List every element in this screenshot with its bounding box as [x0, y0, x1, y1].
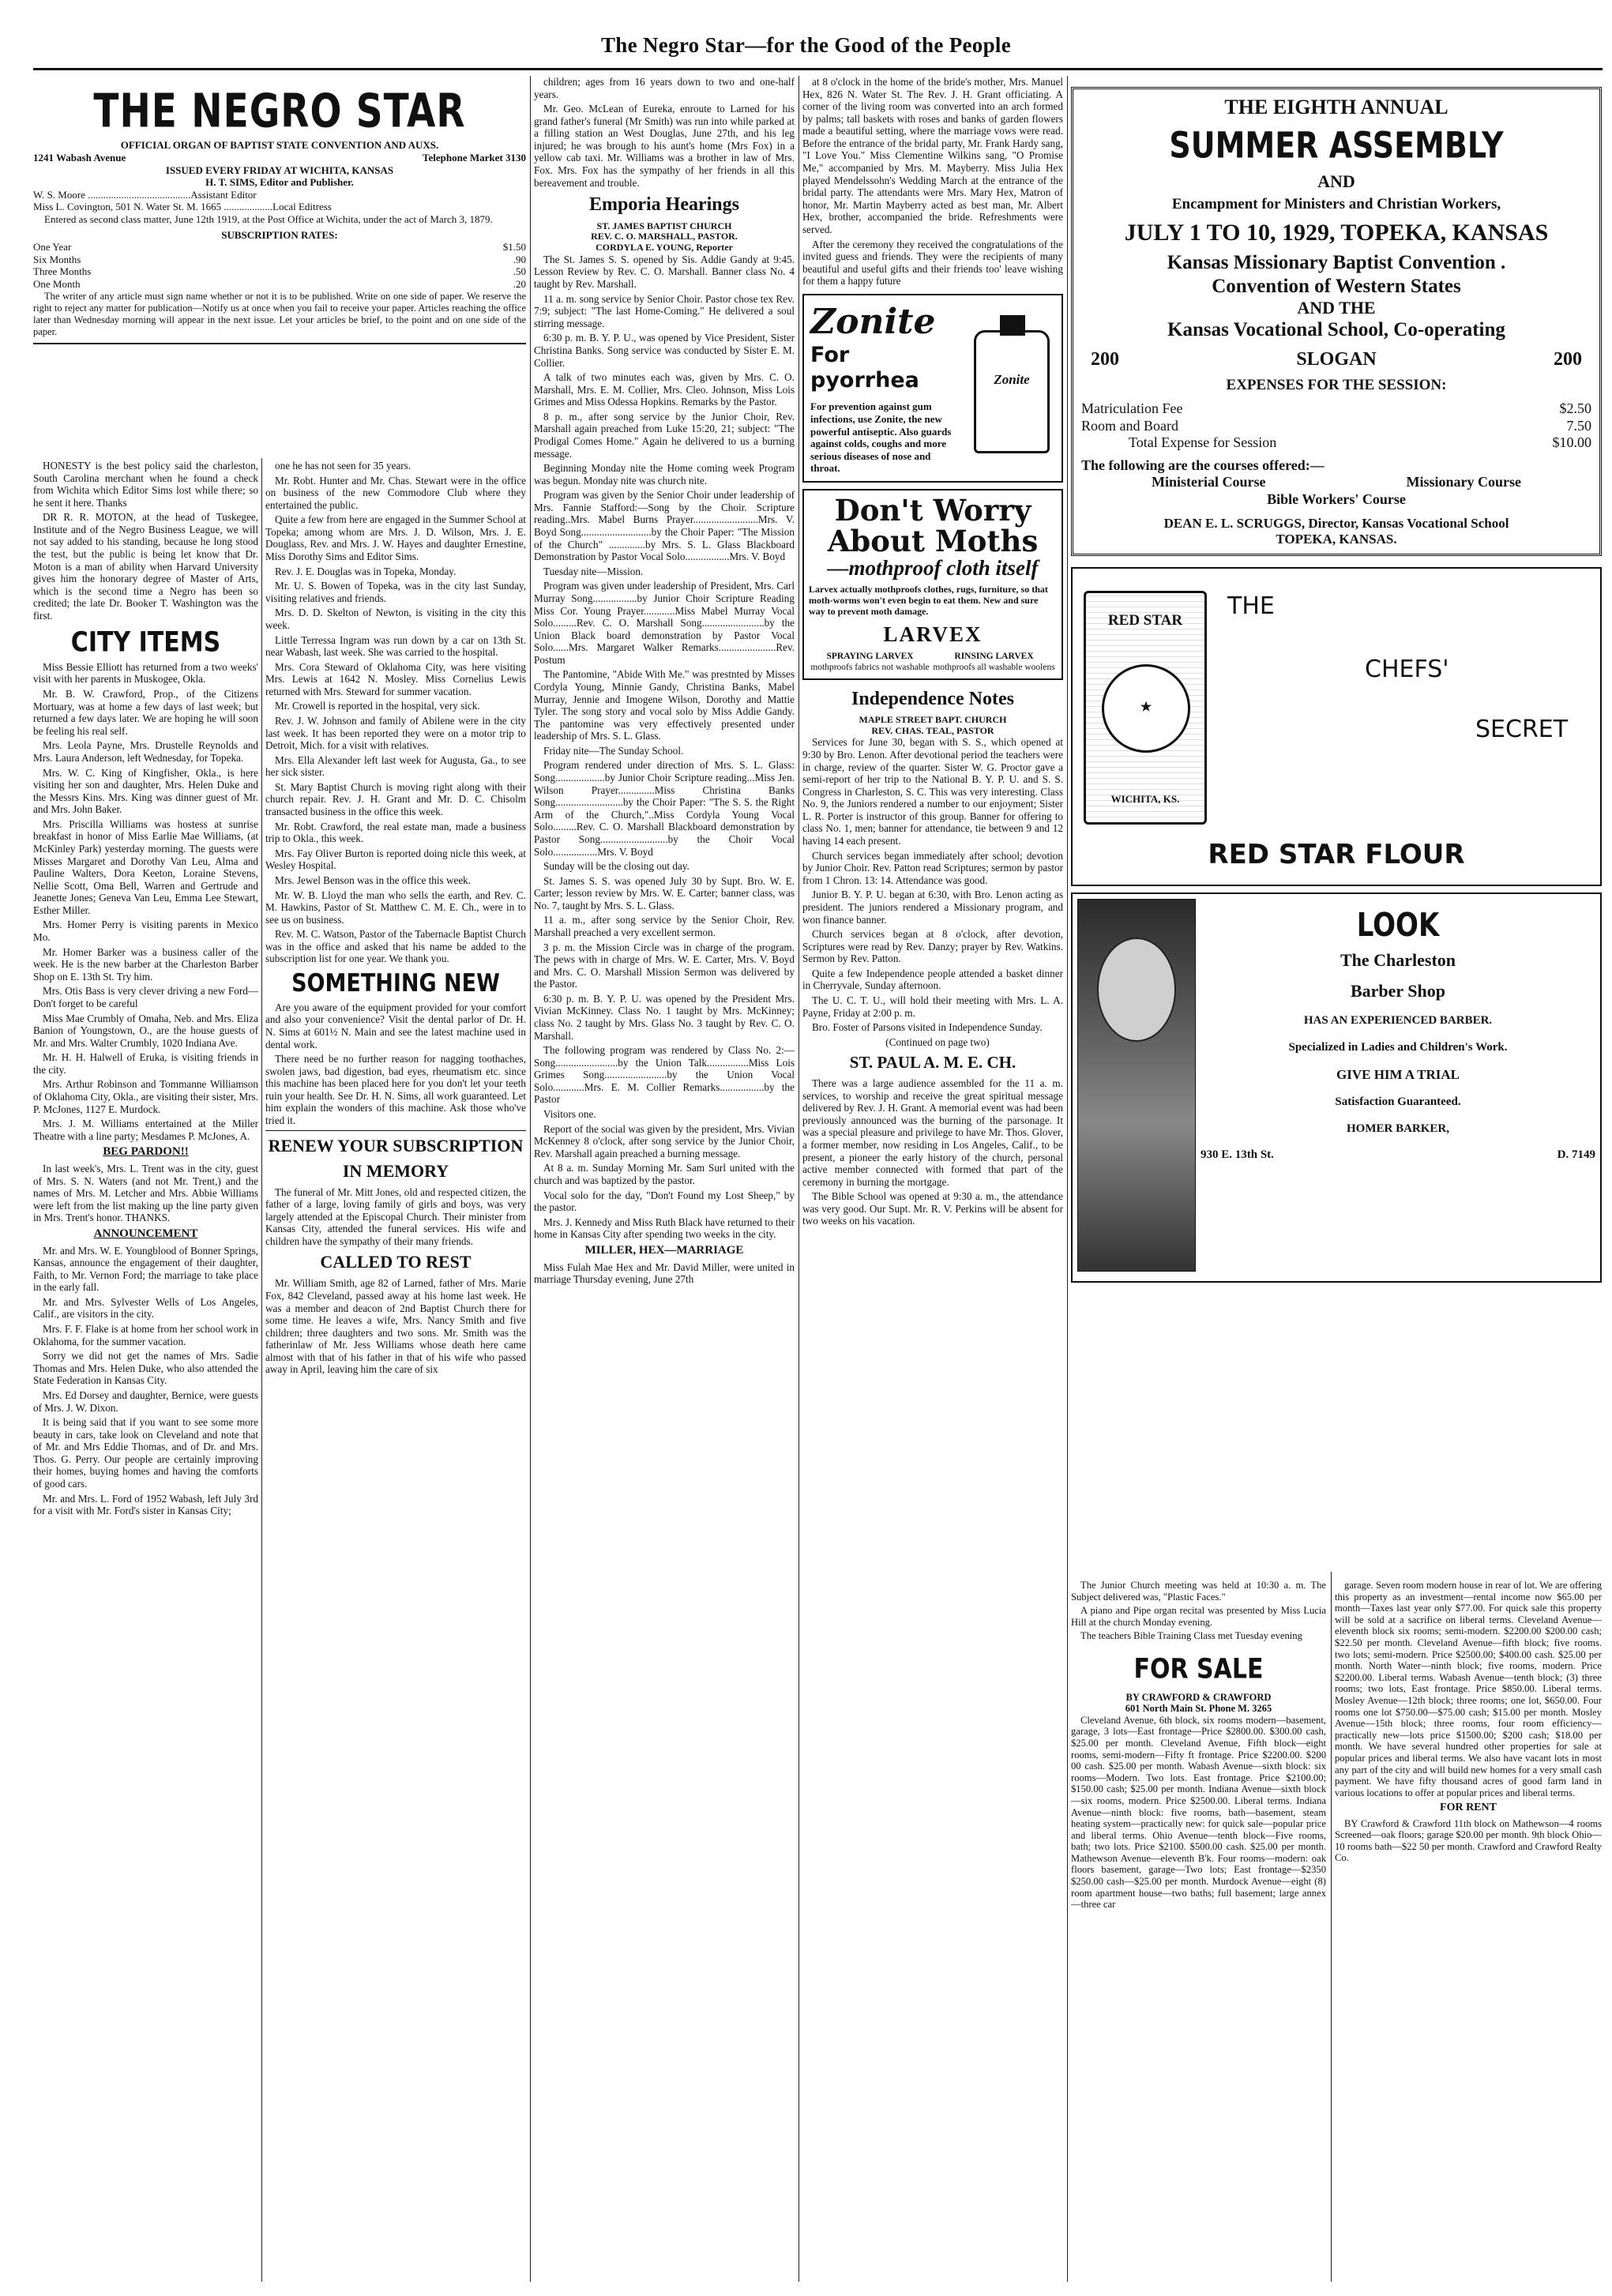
news-item: Mr. W. B. Lloyd the man who sells the earth, and Rev. C. M. Hawkins, Pastor of St. Matthew C. M. E. Ch., were in to see us on business. — [265, 889, 526, 926]
for-rent-heading: FOR RENT — [1440, 1802, 1497, 1814]
rate-row — [33, 278, 526, 291]
something-new-text: There need be no further reason for nagging toothaches, swolen jaws, bad digestion, bad eyes, rheumatism etc. since this machine has been placed here for you don't let your teeth ruin your health. See Dr. H. N. Sims, all work guaranteed. Let him explain the wonders of this machine. Ask those who've tried it. — [265, 1053, 526, 1127]
city-item: Mrs. Homer Perry is visiting parents in Mexico Mo. — [33, 919, 258, 944]
emporia-item: The Pantomine, "Abide With Me." was prestnted by Misses Cordyla Young, Minnie Gandy, Christina Banks, Mabel Murray, Jennie and Imogene Wilson, Dorothy and Mattie Tyler. The song story and vocal solo by Miss Addie Gandy. The pantomine was very effectively presented under leadership of Mrs. S. L. Glass. — [534, 668, 795, 742]
summer-line-9: Kansas Vocational School, Co-operating — [1167, 319, 1505, 341]
top-rule — [33, 68, 1603, 70]
rate-label: Three Months — [33, 265, 92, 278]
news-item: Quite a few from here are engaged in the Summer School at Topeka; among whom are Mrs. J. D. Wilson, Mrs. J. E. Douglass, Rev. and Mrs. J. W. Hayes and daughter Ernestine, Miss Dorothy Sims and Editor Sims. — [265, 513, 526, 563]
summer-line-6: Kansas Missionary Baptist Convention . — [1167, 252, 1506, 274]
course-item: Missionary Course — [1406, 474, 1521, 490]
st-paul-item: The Bible School was opened at 9:30 a. m., the attendance was very good. Our Supt. Mr. R. V. Perkins will be absent for two weeks on his vacation. — [802, 1190, 1063, 1227]
course-row — [1081, 474, 1591, 490]
spraying-title: SPRAYING LARVEX — [826, 652, 914, 662]
in-memory-heading: IN MEMORY — [342, 1160, 449, 1181]
something-new-heading: SOMETHING NEW — [291, 969, 500, 998]
summer-line-1: THE EIGHTH ANNUAL — [1224, 96, 1449, 118]
announcement-item: Mrs. Ed Dorsey and daughter, Bernice, were guests of Mrs. J. W. Dixon. — [33, 1388, 258, 1414]
moton-item: DR R. R. MOTON, at the head of Tuskegee, Institute and of the Negro Business League, we will not say added to his standing, because he long stood the test, but the public is being let know that Dr. Moton is a man of ability when Harvard University gives him the honorary degree of Master of Arts, which is the second time a Negro has been so credited; the late Dr. Booker T. Washington was the first. — [33, 511, 258, 622]
emporia-item: 6:30 p. m. B. Y. P. U., was opened by Vice President, Sister Christina Banks. Song service was conducted by Sister E. M. Collier. — [534, 332, 795, 369]
masthead — [33, 76, 526, 349]
summer-line-4: Encampment for Ministers and Christian Workers, — [1171, 196, 1501, 213]
honesty-item: HONESTY is the best policy said the charleston, South Carolina merchant when he found a check from Wichita which Editor Sims lost while there; so he sent it here. Thanks — [33, 460, 258, 509]
announcement-item: Mrs. F. F. Flake is at home from her school work in Oklahoma, for the summer vacation. — [33, 1323, 258, 1347]
something-new-text: Are you aware of the equipment provided for your comfort and also your convenience? Visit the dental parlor of Dr. H. N. Sims at 601½ N. Main and see the latest machine used in dental work. — [265, 1001, 526, 1050]
entered-note: Entered as second class matter, June 12th 1919, at the Post Office at Wichita, under the act of March 3, 1879. — [44, 212, 493, 225]
sale-listings-cont: garage. Seven room modern house in rear of lot. We are offering this property as an investment—rental income now $65.00 per month—Taxes last year only $77.00. For quick sale this property will be sold at a sacrifice on liberal terms. Cleveland Avenue—eleventh block six rooms; semi-modern. $2200.00 $200.00 cash; $22.50 per month. Cleveland Avenue—fifth block; five rooms. two lots; semi-modern. Price $2500.00; $400.00 cash. $25.00 per month. North Water—ninth block; five rooms, modern. Price $2200.00. Liberal terms. Wabash Avenue—tenth block; (3) three rooms; two lots, East frontage. Price $850.00. Liberal terms. Mosley Avenue—12th block; three rooms; one lot, $650.00. Four rooms one lot $750.00—$75.00 cash; $15.00 per month. Mosley Avenue—15th block; three rooms, four room efficiency—practically new—lots price $1500.00; $200 cash; $18.00 per month. We have several hundred other properties for sale at popular prices and liberal terms. We also have vacant lots in most any part of the city and will build new homes for a very small cash payment. We have fifty thousand acres of good farm land in various locations to offer at popular prices and liberal terms. — [1335, 1580, 1602, 1798]
independence-item: Church services began immediately after school; devotion by Junior Choir. Rev. Patton read Scriptures; sermon by pastor from 1 Chron. 13: 14. Attendance was good. — [802, 849, 1063, 886]
fee-label: Total Expense for Session — [1129, 434, 1277, 450]
larvex-variants — [809, 652, 1057, 673]
fee-row — [1081, 400, 1591, 417]
city-item: Mrs. Priscilla Williams was hostess at sunrise breakfast in honor of Miss Earlie Mae Williams, (at McKinley Park) yesterday morning. The guests were Misses Margaret and Dorothy Van Leu, Alma and Pauline Walters, Dora Keeton, Loraine Stevens, Nellie Scott, Oma Bell, Warren and Gertrude and Jeanette Jones; Geneva Van Leu, Emma Lee Stewart, Esther Miller. — [33, 817, 258, 916]
look-heading: LOOK — [1356, 906, 1440, 945]
assistant-editor: W. S. Moore ........................................Assistant Editor — [33, 188, 257, 201]
summer-line-7: Convention of Western States — [1212, 275, 1461, 297]
independence-heading: Independence Notes — [851, 688, 1014, 709]
phone: Telephone Market 3130 — [423, 151, 526, 163]
independence-subheading: MAPLE STREET BAPT. CHURCH REV. CHAS. TEAL, PASTOR — [859, 713, 1007, 736]
star-emblem-icon: ★ — [1102, 664, 1190, 753]
barber-text — [1201, 902, 1595, 1163]
news-item: Mr. Robt. Crawford, the real estate man, made a business trip to Okla., this week. — [265, 820, 526, 845]
emporia-item: 8 p. m., after song service by the Junior Choir, Rev. Marshall again preached from Luke 15:20, 21; subject: "The Prodigal Comes Home." Again he delivered to us a burning message. — [534, 410, 795, 460]
portrait-icon — [1097, 938, 1176, 1042]
writer-notice: The writer of any article must sign name whether or not it is to be published. Write on one side of paper. We reserve the right to reject any matter for publication—Notify us at once when you fail to receive your paper. Articles reaching the office later than Wednesday morning will appear in the next issue. Let your articles be brief, to the point and on one side of the paper. — [33, 290, 526, 337]
realty-firm: BY CRAWFORD & CRAWFORD 601 North Main St. Phone M. 3265 — [1125, 1691, 1272, 1715]
zonite-bottle-icon — [974, 330, 1050, 453]
fee-price: 7.50 — [1566, 417, 1591, 434]
city-item: Mrs. Leola Payne, Mrs. Drustelle Reynolds and Mrs. Laura Anderson, left Wednesday, for Topeka. — [33, 739, 258, 764]
rent-listings: BY Crawford & Crawford 11th block on Mathewson—4 rooms Screened—oak floors; garage $20.00 per month. 9th block Ohio—10 rooms bath—$22 50 per month. Crawford and Crawford Realty Co. — [1335, 1817, 1602, 1864]
city-item: Miss Mae Crumbly of Omaha, Neb. and Mrs. Eliza Banion of Youngstown, O., are the house guests of Mr. and Mrs. Walter Crumbly, 1020 Indiana Ave. — [33, 1012, 258, 1049]
local-editress: Miss L. Covington, 501 N. Water St. M. 1665 ...................Local Editress — [33, 201, 332, 213]
shop-phone: D. 7149 — [1557, 1148, 1595, 1162]
course-item: Ministerial Course — [1152, 474, 1266, 490]
address-line — [33, 152, 526, 164]
slogan-right: 200 — [1553, 348, 1582, 370]
beg-pardon-heading: BEG PARDON!! — [103, 1145, 189, 1159]
rate-price: .20 — [513, 277, 526, 290]
independence-item: Junior B. Y. P. U. began at 6:30, with Bro. Lenon acting as president. The juniors rendered a Missionary program, and won finance banner. — [802, 889, 1063, 926]
column-3 — [534, 76, 795, 2292]
official-organ: OFFICIAL ORGAN OF BAPTIST STATE CONVENTION AND AUXS. — [120, 139, 439, 152]
in-memory-text: The funeral of Mr. Mitt Jones, old and respected citizen, the father of a large, loving family of girls and boys, was very largely attended at the Episcopal Church. Their minister from Kansas City, attended the funeral services. His wife and children have the sympathy of their many friends. — [265, 1186, 526, 1247]
owner-line: HOMER BARKER, — [1346, 1122, 1449, 1135]
news-item: St. Mary Baptist Church is moving right along with their church repair. Rev. J. H. Grant and Mr. D. C. Chisolm transacted business in the office this week. — [265, 780, 526, 818]
summer-line-2: SUMMER ASSEMBLY — [1169, 124, 1504, 166]
address-line — [1201, 1148, 1595, 1163]
beg-pardon-text: In last week's, Mrs. L. Trent was in the city, guest of Mrs. S. N. Waters (and not Mr. Trent,) and the names of Mrs. M. Letcher and Mrs. Abbie Williams were left from the list making up the line party given in Mrs. Trent's honor. THANKS. — [33, 1162, 258, 1224]
rate-row — [33, 241, 526, 254]
flour-sack-icon — [1084, 591, 1207, 825]
rate-row — [33, 254, 526, 266]
emporia-subheading: ST. JAMES BAPTIST CHURCH REV. C. O. MARSHALL, PASTOR. CORDYLA E. YOUNG, Reporter — [591, 220, 738, 254]
emporia-item: Friday nite—The Sunday School. — [543, 744, 684, 757]
slogan: SLOGAN — [1296, 348, 1377, 370]
column-5-lower — [1071, 1580, 1326, 2283]
summer-line-8: AND THE — [1297, 298, 1376, 318]
fee-row — [1081, 418, 1591, 434]
address: 1241 Wabash Avenue — [33, 151, 126, 163]
announcement-item: Mr. and Mrs. Sylvester Wells of Los Angeles, Calif., are visitors in the city. — [33, 1295, 258, 1321]
fee-label: Matriculation Fee — [1081, 400, 1183, 417]
shop-name-1: The Charleston — [1340, 950, 1456, 971]
emporia-item: 11 a. m. song service by Senior Choir. Pastor chose tex Rev. 7:9; subject: "The last Home-Coming." He delivered a soul stirring message. — [534, 292, 795, 329]
rate-price: $1.50 — [502, 241, 526, 254]
courses-heading: The following are the courses offered:— — [1081, 457, 1325, 474]
editor-line: H. T. SIMS, Editor and Publisher. — [205, 176, 354, 189]
zonite-body: For prevention against gum infections, use Zonite, the new powerful antiseptic. Also guards against colds, coughs and more serious diseases of nose and throat. — [810, 400, 952, 475]
emporia-item: 11 a. m., after song service by the Senior Choir, Rev. Marshall preached a very excellent sermon. — [534, 914, 795, 938]
news-item: Rev. M. C. Watson, Pastor of the Tabernacle Baptist Church was in the office and asked that his name be added to the subscription list for one year. We thank you. — [265, 928, 526, 965]
city-item: Mr. H. H. Halwell of Eruka, is visiting friends in the city. — [33, 1051, 258, 1076]
city-item: Mrs. Otis Bass is very clever driving a new Ford—Don't forget to be careful — [33, 985, 258, 1009]
zonite-brand: Zonite — [810, 301, 936, 342]
news-item: Mr. Robt. Hunter and Mr. Chas. Stewart were in the office on business of the new Commodore Club where they entertained the public. — [265, 474, 526, 511]
zonite-ad — [802, 294, 1063, 483]
subscription-heading: SUBSCRIPTION RATES: — [221, 228, 338, 241]
emporia-item: Report of the social was given by the president, Mrs. Vivian McKenney 8 o'clock, after song service by the Junior Choir, Rev. Marshall again preached a burning message. — [534, 1122, 795, 1159]
rinsing-title: RINSING LARVEX — [954, 652, 1034, 662]
course-item: Bible Workers' Course — [1267, 490, 1406, 507]
larvex-ad — [802, 489, 1063, 679]
column-rule — [1067, 76, 1068, 2282]
paper-title: THE NEGRO STAR — [93, 84, 466, 139]
moths-subtitle: —mothproof cloth itself — [827, 555, 1039, 580]
independence-item: Services for June 30, began with S. S., which opened at 9:30 by Bro. Lenon. After devotional period the teachers were in charge, review of the quarter. Sister W. G. Proctor gave a semi-report of her trip to the National B. Y. P. U. and S. S. Congress in Charleston, S. C. This was very interesting. Class No. 9, the Juniors rendered a number to our enjoyment; Sister L. R. Porter is instructor of this group. Banner for offering to class No. 1, men; banner for attendance, tie between 9 and 12 having 14 each present. — [802, 736, 1063, 847]
independence-item: Church services began at 8 o'clock, after devotion, Scriptures were read by Rev. Danzy; prayer by Rev. Watkins. Sermon by Rev. Patton. — [802, 928, 1063, 965]
column-2 — [265, 460, 526, 2292]
emporia-item: Tuesday nite—Mission. — [543, 565, 644, 577]
emporia-item: Program rendered under direction of Mrs. S. L. Glass: Song...................by Junior Choir Scripture reading...Miss Jen. Wilson Prayer..............Miss Christina Banks Song..........................by the Choir Paper: "The S. S. the Right Arm of the Church,"..Miss Cordyla Young Vocal Solo.........Rev. C. O. Marshall Blackboard demonstration by Pastor Song..........................by the Choir Vocal Solo.................Mrs. V. Boyd — [534, 759, 795, 858]
city-item: Mr. Homer Barker was a business caller of the week. He is the new barber at the Charleston Barber Shop on E. 13th St. Try him. — [33, 945, 258, 983]
fee-price: $2.50 — [1559, 400, 1591, 417]
rinsing-body: mothproofs all washable woolens — [933, 662, 1055, 672]
running-head: The Negro Star—for the Good of the People — [601, 33, 1011, 57]
news-item: children; ages from 16 years down to two and one-half years. — [534, 76, 795, 100]
emporia-item: The following program was rendered by Class No. 2:— Song........................by the Union Talk................Miss Lois Grimes Song........................by the Union Vocal Solo............Mrs. E. M. Collier Remarks.................by the Pastor — [534, 1044, 795, 1106]
summer-line-3: AND — [1317, 171, 1355, 191]
announcement-item: It is being said that if you want to see some more beauty in cars, take look on Cleveland and note that of Mr. and Mrs Eddie Thomas, and of Dr. and Mrs. Thos. G. Perry. Our people are certainly improving their homes, buying homes and having the comforts of good cars. — [33, 1416, 258, 1490]
independence-item: Bro. Foster of Parsons visited in Independence Sunday. — [812, 1021, 1043, 1034]
church-item: The teachers Bible Training Class met Tuesday evening — [1080, 1630, 1302, 1642]
masthead-rule — [33, 343, 526, 344]
bottle-label: Zonite — [994, 371, 1030, 387]
emporia-item: Beginning Monday nite the Home coming week Program was begun. Monday nite was church nite. — [534, 462, 795, 487]
red-star-flour-ad — [1071, 567, 1602, 886]
miller-hex-text: Miss Fulah Mae Hex and Mr. David Miller, were united in marriage Thursday evening, June 27th — [534, 1261, 795, 1286]
church-item: The Junior Church meeting was held at 10:30 a. m. The Subject delivered was, "Plastic Faces." — [1071, 1580, 1326, 1603]
column-1 — [33, 460, 258, 2292]
spraying-body: mothproofs fabrics not washable — [810, 662, 930, 672]
zonite-tagline: For pyorrhea — [810, 342, 919, 393]
church-item: A piano and Pipe organ recital was presented by Miss Lucia Hill at the church Monday evening. — [1071, 1605, 1326, 1628]
news-item: Mrs. Cora Steward of Oklahoma City, was here visiting Mrs. Lewis at 1642 N. Mosley. Miss Cornelius Lewis returned with Mrs. Steward for summer vacation. — [265, 660, 526, 697]
emporia-item: St. James S. S. was opened July 30 by Supt. Bro. W. E. Carter; lesson review by Mrs. W. E. Carter; banner class, was No. 7, taught by Mrs. S. L. Glass. — [534, 874, 795, 911]
subscription-rates — [33, 241, 526, 290]
announcement-heading: ANNOUNCEMENT — [93, 1227, 198, 1240]
column-4 — [802, 76, 1063, 2292]
city-item: Mr. B. W. Crawford, Prop., of the Citizens Mortuary, was at home a few days of last week; but returned a few days later. We are hoping he will soon be feeling his real self. — [33, 688, 258, 737]
shop-name-2: Barber Shop — [1350, 980, 1445, 1001]
fee-row — [1081, 434, 1591, 451]
continued-note: (Continued on page two) — [885, 1035, 990, 1048]
satisfaction-line: Satisfaction Guaranteed. — [1335, 1095, 1461, 1109]
emporia-item: Program was given under leadership of President, Mrs. Carl Murray Song.................by Junior Choir Scripture Reading Miss Cor. Young Prayer............Miss Mabel Murray Vocal Solo.........Rev. C. O. Marshall Song........................by the Union Black board demonstration by Pastor Vocal Solo......Mrs. Margaret Walker Remarks......................Rev. Postum — [534, 580, 795, 666]
flour-word-1: THE — [1227, 592, 1275, 620]
news-item: Rev. J. E. Douglas was in Topeka, Monday. — [275, 565, 457, 577]
for-sale-heading: FOR SALE — [1133, 1653, 1264, 1685]
emporia-item: At 8 a. m. Sunday Morning Mr. Sam Surl united with the church and was baptized by the pastor. — [534, 1162, 795, 1186]
news-item: Mrs. Ella Alexander left last week for Augusta, Ga., to see her sick sister. — [265, 753, 526, 779]
wedding-text: at 8 o'clock in the home of the bride's mother, Mrs. Manuel Hex, 826 N. Water St. The Rev. J. H. Grant officiating. A corner of the living room was converted into an arch formed by palms; tall baskets with roses and banks of garden flowers made a beautiful setting, where the marriage vows were read. Before the entrance of the bridal party, Mr. Frank Hardy sang, "I Love You." Miss Clementine Wilkins sang, "O Promise Me," accompanied by Mrs. M. Mayberry. Miss Julia Hex played Mendelssohn's Wedding March at the entrance of the bridal party. The attendants were Mrs. Mary Hex, Matron of honor, Mr. Martin Mayberry acted as best man, Mr. Albert Hex, brother, accompanied the bride. Refreshments were served. — [802, 76, 1063, 235]
sale-listings: Cleveland Avenue, 6th block, six rooms modern—basement, garage, 3 lots—East frontage—Price $2800.00. $300.00 cash, $25.00 per month. Cleveland Avenue, Fifth block—eight rooms, semi-modern—Fifty ft frontage. Price $2200.00. $200 00 cash. $25.00 per month. Wabash Avenue—sixth block: six rooms—Modern. Two lots. East frontage. Price $2100.00; $150.00 cash; $25.00 per month. Indiana Avenue—sixth block—six rooms, modern. Price $2500.00. Liberal terms. Indiana Avenue—ninth block: five rooms, bath—basement, steam heating system—practically new: for quick sale—popular price and liberal terms. Ohio Avenue—tenth block—Five rooms, bath; two lots. Price $2100. $500.00 cash. $25.00 per month. Mathewson Avenue—eleventh B'k. Four rooms—modern: oak floors basement, garage—Two lots; East frontage—$2350 $250.00 cash—$25.00 per month. Murdock Avenue—eight (8) room apartment house—two baths; full basement; large annex—three car — [1071, 1714, 1326, 1911]
announcement-item: Mr. and Mrs. W. E. Youngblood of Bonner Springs, Kansas, announce the engagement of their daughter, Faith, to Mr. Vernon Ford; the marriage to take place in the early fall. — [33, 1244, 258, 1294]
barber-shop-ad — [1071, 892, 1602, 1283]
news-item: Little Terressa Ingram was run down by a car on 13th St. near Wabash, last week. She was carried to the hospital. — [265, 633, 526, 659]
rate-label: Six Months — [33, 253, 81, 265]
emporia-item: Visitors one. — [543, 1108, 596, 1121]
specialized-line: Specialized in Ladies and Children's Work. — [1288, 1040, 1508, 1054]
summer-assembly-ad — [1071, 87, 1602, 556]
emporia-item: Sunday will be the closing out day. — [543, 860, 690, 873]
st-paul-heading: ST. PAUL A. M. E. CH. — [849, 1053, 1016, 1073]
column-6-lower — [1335, 1580, 1602, 2283]
emporia-item: A talk of two minutes each was, given by Mrs. C. O. Marshall, Mrs. E. M. Collier, Mrs. Cleo. Johnson, Miss Lois Grimes and Miss Odessa Hopkins. Remarks by the Pastor. — [534, 371, 795, 408]
slogan-left: 200 — [1091, 348, 1119, 370]
news-item: Mrs. Fay Oliver Burton is reported doing nicle this week, at Wesley Hospital. — [265, 847, 526, 872]
rate-label: One Year — [33, 241, 72, 254]
news-item: Mr. Geo. McLean of Eureka, enroute to Larned for his grand father's funeral (Mr Smith) was run into while parked at a filling station an West Douglas, June 27th, and his leg injured; he was brough to his aunt's home (Mrs Fox) in a yellow cab taxi. Mr. Williams was a brother in law of Mrs. Fox. Mrs. Fox has the sympathy of her friends in all this bereavement and trouble. — [534, 103, 795, 189]
news-item: Rev. J. W. Johnson and family of Abilene were in the city last week. It has been reported they were on a motor trip to Detroit, Mich. for a visit with relatives. — [265, 714, 526, 752]
sack-city: WICHITA, KS. — [1110, 792, 1180, 805]
spraying-variant — [810, 652, 929, 673]
news-item: Mrs. D. D. Skelton of Newton, is visiting in the city this week. — [265, 607, 526, 631]
city-line: TOPEKA, KANSAS. — [1276, 531, 1397, 547]
rate-label: One Month — [33, 277, 81, 290]
experienced-line: HAS AN EXPERIENCED BARBER. — [1303, 1014, 1493, 1028]
news-item: one he has not seen for 35 years. — [275, 460, 411, 472]
flour-brand: RED STAR FLOUR — [1208, 838, 1465, 870]
issued-line: ISSUED EVERY FRIDAY AT WICHITA, KANSAS — [165, 163, 394, 176]
fee-label: Room and Board — [1081, 417, 1178, 434]
emporia-item: Vocal solo for the day, "Don't Found my Lost Sheep," by the pastor. — [534, 1189, 795, 1214]
city-items-heading: CITY ITEMS — [70, 626, 221, 659]
rate-price: .90 — [513, 253, 526, 265]
moths-title: Don't Worry About Moths — [827, 493, 1039, 558]
news-item: Mr. Crowell is reported in the hospital, very sick. — [275, 700, 480, 712]
called-to-rest-heading: CALLED TO REST — [320, 1252, 472, 1272]
slogan-row — [1091, 348, 1582, 370]
emporia-item: 3 p. m. the Mission Circle was in charge of the program. The pews with in charge of Mrs. W. E. Carter, Mrs. V. Boyd and Mrs. C. O. Marshall Mission Sermon was delivered by the Pastor. — [534, 941, 795, 990]
flour-word-2: CHEFS' — [1365, 655, 1449, 683]
shop-address: 930 E. 13th St. — [1201, 1148, 1274, 1162]
emporia-item: 6:30 p. m. B. Y. P. U. was opened by the President Mrs. Vivian McKinney. Class No. 1 taught by Mrs. McKinney; class No. 2 taught by Mrs. Glass No. 3 taught by Rev. C. O. Marshall. — [534, 992, 795, 1042]
larvex-brand: LARVEX — [883, 622, 983, 646]
trial-line: GIVE HIM A TRIAL — [1336, 1067, 1460, 1083]
summer-line-5: JULY 1 TO 10, 1929, TOPEKA, KANSAS — [1124, 219, 1549, 246]
barber-photo — [1077, 899, 1196, 1272]
city-item: Mrs. J. M. Williams entertained at the Miller Theatre with a line party; Mesdames P. McJones, A. — [33, 1118, 258, 1142]
city-item: Mrs. Arthur Robinson and Tommanne Williamson of Oklahoma City, Okla., are visiting their sister, Mrs. P. McJones, 1127 E. Murdock. — [33, 1078, 258, 1115]
announcement-item: Mr. and Mrs. L. Ford of 1952 Wabash, left July 3rd for a visit with Mr. Ford's sister in Kansas City; — [33, 1492, 258, 1517]
flour-word-3: SECRET — [1475, 715, 1569, 743]
announcement-item: Sorry we did not get the names of Mrs. Sadie Thomas and Mrs. Helen Duke, who also attended the State Federation in Kansas City. — [33, 1350, 258, 1387]
emporia-item: Mrs. J. Kennedy and Miss Ruth Black have returned to their home in Kansas City after spending two weeks in the city. — [534, 1216, 795, 1241]
rate-row — [33, 265, 526, 278]
city-item: Mrs. W. C. King of Kingfisher, Okla., is here visiting her son and daughter, Mrs. Helen Duke and the Messrs Kins. Mrs. King was dinner guest of Mr. and Mrs. John Baker. — [33, 766, 258, 816]
director-line: DEAN E. L. SCRUGGS, Director, Kansas Vocational School — [1163, 515, 1509, 531]
independence-item: Quite a few Independence people attended a basket dinner in Cherryvale, Sunday afternoon. — [802, 967, 1063, 992]
column-rule — [1331, 1572, 1332, 2282]
column-rule — [261, 458, 262, 2282]
expenses-heading: EXPENSES FOR THE SESSION: — [1226, 377, 1447, 394]
miller-hex-heading: MILLER, HEX—MARRIAGE — [584, 1243, 744, 1257]
independence-item: The U. C. T. U., will hold their meeting with Mrs. L. A. Payne, Friday at 2:00 p. m. — [802, 994, 1063, 1019]
wedding-text: After the ceremony they received the congratulations of the invited guess and friends. They were the recipients of many beautiful and useful gifts and their friends too' leave wishing for them a happy future — [802, 238, 1063, 287]
fee-price: $10.00 — [1552, 434, 1591, 450]
ads-region — [1071, 87, 1602, 1162]
emporia-heading: Emporia Hearings — [589, 194, 739, 216]
rinsing-variant — [933, 652, 1054, 673]
news-item: Mrs. Jewel Benson was in the office this week. — [275, 874, 472, 886]
city-item: Miss Bessie Elliott has returned from a two weeks' visit with her parents in Muskogee, Okla. — [33, 660, 258, 686]
news-item: Mr. U. S. Bowen of Topeka, was in the city last Sunday, visiting relatives and friends. — [265, 580, 526, 604]
column-rule — [798, 76, 799, 2282]
divider — [265, 1130, 526, 1131]
sack-label: RED STAR — [1107, 611, 1183, 629]
emporia-item: Program was given by the Senior Choir under leadership of Mrs. Fannie Stafford:—Song by the Choir. Scripture reading..Mrs. Mabel Burns Prayer.........................Mrs. V. Boyd Song...........................by the Choir Paper: "The Mission of the Church" ..............by Mrs. S. L. Glass Blackboard Demonstration by Pastor Vocal Solo.................Mrs. V. Boyd — [534, 489, 795, 563]
called-to-rest-text: Mr. William Smith, age 82 of Larned, father of Mrs. Marie Fox, 842 Cleveland, passed away at his home last week. He was a member and deacon of 2nd Baptist Church there for some time. He leaves a wife, Mrs. Nancy Smith and five children; three daughters and two sons. Mr. Smith was the fatherinlaw of Mr. Jess Williams whose death here came almost with that of his father in that of his wife who passed away in April, leaving him the care of six — [265, 1277, 526, 1376]
st-paul-item: There was a large audience assembled for the 11 a. m. services, to worship and receive the great spiritual message delivered by Rev. J. H. Grant. A memorial event was had been previously announced was the burning of the parsonage. It was a special pleasure and privilege to have Mr. Thos. Glover, a former member, now residing in Los Angeles, Calif., to be present, a pioneer the early history of the church, personal active member connected with formed that part of the ceremony in burning the mortgage. — [802, 1077, 1063, 1188]
rate-price: .50 — [513, 265, 526, 278]
renew-heading: RENEW YOUR SUBSCRIPTION — [268, 1135, 524, 1156]
emporia-item: The St. James S. S. opened by Sis. Addie Gandy at 9:45. Lesson Review by Rev. C. O. Marshall. Banner class No. 4 taught by Rev. Marshall. — [534, 253, 795, 291]
column-rule — [530, 76, 531, 2282]
expenses-list — [1081, 400, 1591, 451]
moths-body: Larvex actually mothproofs clothes, rugs, furniture, so that moth-worms won't even begin to eat them. New and sure way to prevent moth damage. — [809, 584, 1048, 618]
